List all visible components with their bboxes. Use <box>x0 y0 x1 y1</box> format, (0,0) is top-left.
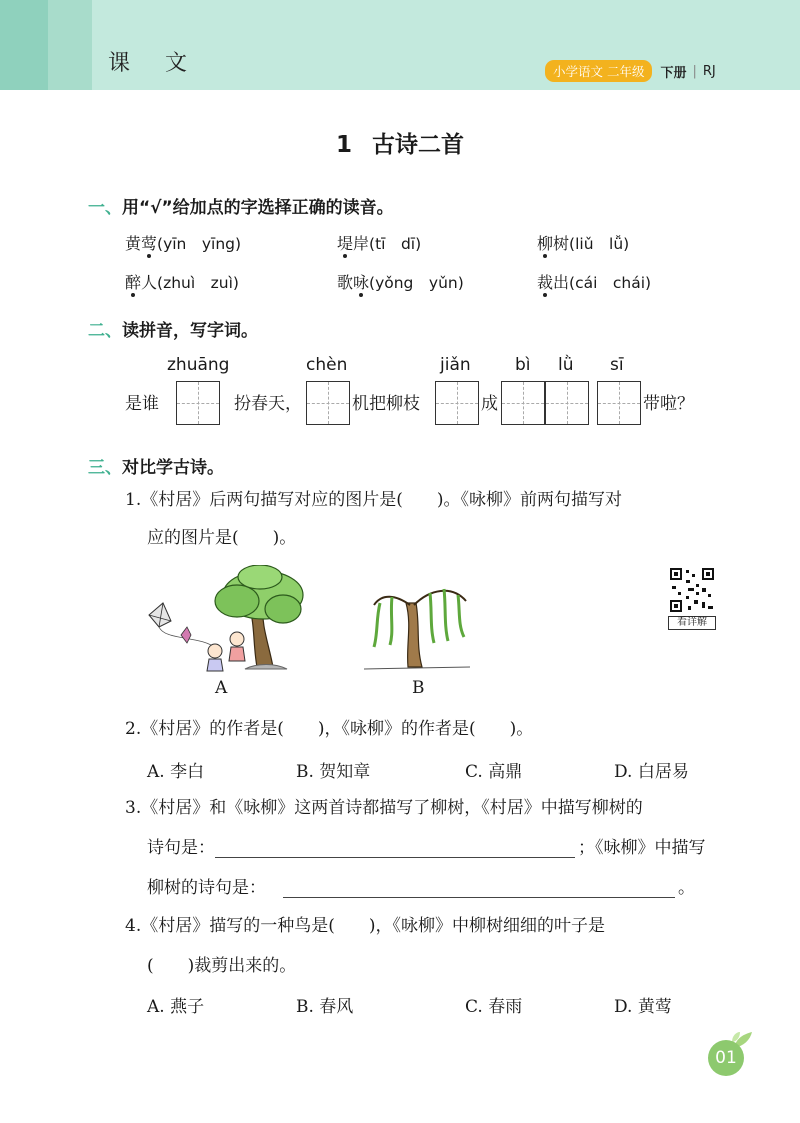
question-text: ( )裁剪出来的。 <box>147 956 297 976</box>
writing-box[interactable] <box>176 381 220 425</box>
section-heading: 三、对比学古诗。 <box>88 458 224 478</box>
sentence-text: 是谁 <box>125 394 159 414</box>
question-text: 4.《村居》描写的一种鸟是( )，《咏柳》中柳树细细的叶子是 <box>125 916 605 936</box>
question-text: 柳树的诗句是： <box>147 878 266 898</box>
question-text: 诗句是： <box>147 838 215 858</box>
option: C. 高鼎 <box>465 762 523 782</box>
picture-label: A <box>215 678 228 698</box>
pinyin-label: zhuāng <box>167 355 230 375</box>
pinyin-label: jiǎn <box>440 355 471 375</box>
pinyin-label: chèn <box>306 355 348 375</box>
writing-box[interactable] <box>545 381 589 425</box>
writing-box[interactable] <box>435 381 479 425</box>
question-text: 。 <box>678 878 695 898</box>
pronunciation-item: 柳树(liǔ lǚ) <box>537 234 630 253</box>
qr-code-icon[interactable] <box>668 566 716 614</box>
section-heading: 二、读拼音，写字词。 <box>88 321 258 341</box>
answer-line[interactable] <box>283 897 675 898</box>
page-number: 01 <box>708 1040 744 1076</box>
option: A. 李白 <box>147 762 205 782</box>
qr-label: 看详解 <box>668 616 716 630</box>
edition-label: RJ <box>702 63 716 79</box>
picture-a <box>145 565 305 680</box>
picture-b <box>360 575 480 675</box>
option: B. 贺知章 <box>296 762 371 782</box>
term-label: 下册 <box>660 65 687 81</box>
question-text: 应的图片是( )。 <box>147 528 297 548</box>
section-heading: 一、用“√”给加点的字选择正确的读音。 <box>88 198 394 218</box>
pronunciation-item: 黄莺(yīn yīng) <box>125 234 242 253</box>
pronunciation-item: 歌咏(yǒng yǔn) <box>337 273 464 292</box>
pronunciation-item: 醉人(zhuì zuì) <box>125 273 239 292</box>
option: B. 春风 <box>296 997 354 1017</box>
picture-label: B <box>412 678 425 698</box>
writing-box[interactable] <box>306 381 350 425</box>
sentence-text: 带啦？ <box>643 394 694 414</box>
pronunciation-item: 裁出(cái chái) <box>537 273 652 292</box>
option: D. 白居易 <box>614 762 689 782</box>
question-text: ；《咏柳》中描写 <box>578 838 706 858</box>
question-text: 1.《村居》后两句描写对应的图片是( )。《咏柳》前两句描写对 <box>125 490 622 510</box>
lesson-title <box>0 126 800 159</box>
header-stripe <box>0 0 48 90</box>
lesson-name: 古诗二首 <box>372 132 464 158</box>
sentence-text: 成 <box>481 394 498 414</box>
pinyin-label: sī <box>610 355 624 375</box>
question-text: 3.《村居》和《咏柳》这两首诗都描写了柳树，《村居》中描写柳树的 <box>125 798 643 818</box>
option: D. 黄莺 <box>614 997 672 1017</box>
answer-line[interactable] <box>215 857 575 858</box>
pronunciation-item: 堤岸(tī dī) <box>337 234 422 253</box>
book-info <box>545 61 716 81</box>
pinyin-label: bì <box>515 355 531 375</box>
writing-box[interactable] <box>501 381 545 425</box>
question-text: 2.《村居》的作者是( )，《咏柳》的作者是( )。 <box>125 719 534 739</box>
divider: | <box>692 63 697 79</box>
writing-box[interactable] <box>597 381 641 425</box>
sentence-text: 扮春天， <box>234 394 302 414</box>
section-label: 课 文 <box>108 51 201 76</box>
lesson-number: 1 <box>335 132 352 158</box>
option: A. 燕子 <box>147 997 205 1017</box>
sentence-text: 机把柳枝 <box>352 394 420 414</box>
option: C. 春雨 <box>465 997 523 1017</box>
pinyin-label: lǜ <box>558 355 574 375</box>
grade-badge: 小学语文 二年级 <box>545 60 652 82</box>
header-stripe <box>48 0 92 90</box>
